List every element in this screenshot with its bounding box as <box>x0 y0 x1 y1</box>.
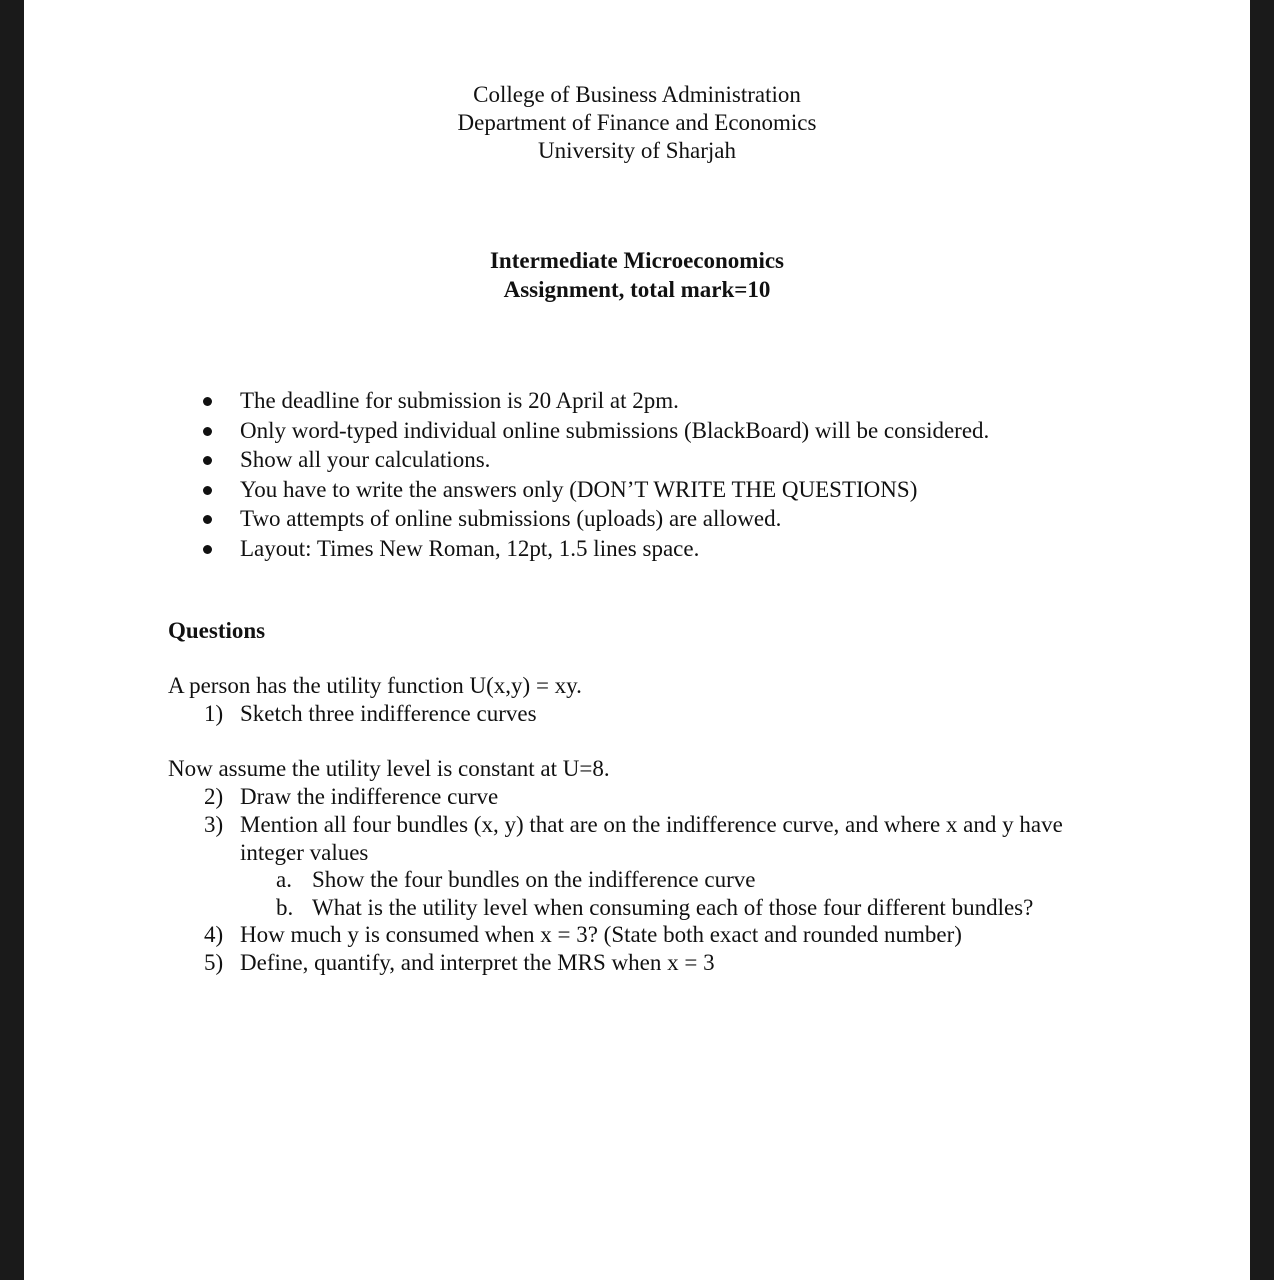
college-name: College of Business Administration <box>473 82 801 107</box>
bullet-icon <box>203 456 212 465</box>
department-name: Department of Finance and Economics <box>457 110 817 135</box>
institution-header <box>24 81 1250 165</box>
instruction-item: Two attempts of online submissions (uploads) are allowed. <box>240 504 989 534</box>
bullet-icon <box>203 515 212 524</box>
assignment-title: Assignment, total mark=10 <box>503 277 771 302</box>
university-name: University of Sharjah <box>537 138 736 163</box>
document-page: College of Business Administration Department of Finance and Economics University of Sharjah Intermediate Microeconomics Assignment, total mark=10 The deadline for submission is 20 April at 2pm. Only word-typed individual online submissions (BlackBoard) will be considered. Show all your calculations. You have to write the answers only (DON’T WRITE THE QUESTIONS) Two attempts of online submissions (uploads) are allowed. Layout: Times New Roman, 12pt, 1.5 lines space. Questions A person has the utility function U(x,y) = xy. 1) Sketch three indifference curves Now assume the utility level is constant at U=8. 2) Draw the indifference curve 3) Mention all four bundles (x, y) that are on the indifference curve, and where x and y have integer values a. Show the four bundles on the indifference curve b. What is the utility level when consuming each of those four different bundles? 4) How much y is consumed when x = 3? (State both exact and rounded number) 5) Define, quantify, and interpret the MRS when x = 3 <box>24 0 1250 1280</box>
bullet-icon <box>203 427 212 436</box>
instruction-item: Layout: Times New Roman, 12pt, 1.5 lines space. <box>240 534 989 564</box>
utility-intro: A person has the utility function U(x,y) = xy. <box>168 673 582 698</box>
instruction-item: You have to write the answers only (DON’T WRITE THE QUESTIONS) <box>240 475 989 505</box>
course-title: Intermediate Microeconomics <box>489 248 784 273</box>
instruction-item: Show all your calculations. <box>240 445 989 475</box>
instruction-item: Only word-typed individual online submissions (BlackBoard) will be considered. <box>240 416 989 446</box>
instructions-list <box>240 386 989 564</box>
questions-heading: Questions <box>168 618 266 643</box>
instruction-item: The deadline for submission is 20 April at 2pm. <box>240 386 989 416</box>
bullet-icon <box>203 397 212 406</box>
bullet-icon <box>203 486 212 495</box>
utility-assumption: Now assume the utility level is constant at U=8. <box>168 756 610 781</box>
bullet-icon <box>203 545 212 554</box>
